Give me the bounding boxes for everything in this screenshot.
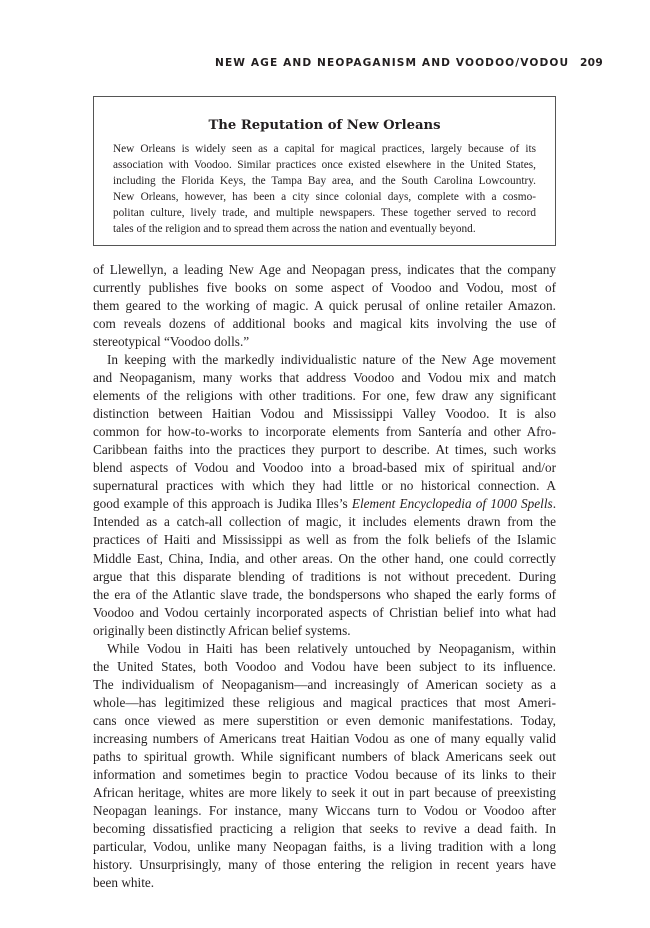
body-line: history. Unsurprisingly, many of those entering the religion in recent years have xyxy=(93,857,556,873)
body-line: supernatural practices with which they had little or no historical connection. A xyxy=(93,478,556,494)
body-line: common for how-to-works to incorporate elements from Santería and other Afro- xyxy=(93,424,556,440)
running-head-title: NEW AGE AND NEOPAGANISM AND VOODOO/VODOU xyxy=(215,57,570,69)
body-line: African heritage, whites are more likely to seek it out in part because of preexisting xyxy=(93,784,556,800)
body-line: paths to spiritual growth. While significant numbers of black Americans seek out xyxy=(93,748,556,764)
sidebar-line: including the Florida Keys, the Tampa Bay area, and the South Carolina Lowcountry. xyxy=(113,175,536,188)
body-line: and Neopaganism, many works that address Voodoo and Vodou mix and match xyxy=(93,370,556,386)
body-line: argue that this disparate blending of traditions is not without precedent. During xyxy=(93,568,556,584)
body-line: com reveals dozens of additional books and magical kits involving the use of xyxy=(93,316,556,332)
body-line: While Vodou in Haiti has been relatively untouched by Neopaganism, within xyxy=(107,640,556,656)
body-line: becoming dissatisfied practicing a religion that seeks to revive a dead faith. In xyxy=(93,820,556,836)
body-line: particular, Vodou, unlike many Neopagan faiths, is a living tradition with a long xyxy=(93,839,556,854)
body-text xyxy=(93,261,556,892)
body-line: currently publishes five books on some aspect of Voodoo and Vodou, most of xyxy=(93,280,556,296)
body-line: The individualism of Neopaganism—and increasingly of American society as a xyxy=(93,676,556,692)
sidebar-title: The Reputation of New Orleans xyxy=(208,118,441,133)
book-title-end: . xyxy=(552,496,556,512)
body-line: the United States, both Voodoo and Vodou have been subject to its influence. xyxy=(93,658,556,674)
body-line: Intended as a catch-all collection of magic, it includes elements drawn from the xyxy=(93,514,556,530)
sidebar-line: tales of the religion and to spread them across the nation and eventually beyond. xyxy=(113,223,476,236)
body-line: whole—has legitimized these religious and magical practices that most Ameri- xyxy=(93,694,556,710)
running-head xyxy=(93,55,603,71)
body-line: originally been distinctly African belief systems. xyxy=(93,622,351,638)
book-page xyxy=(93,0,603,928)
body-line: practices of Haiti and Mississippi as well as from the folk beliefs of the Islamic xyxy=(93,532,556,548)
body-line: of Llewellyn, a leading New Age and Neopagan press, indicates that the company xyxy=(93,262,556,277)
body-line: Middle East, China, India, and other areas. On the other hand, one could correctly xyxy=(93,550,556,566)
sidebar-line: association with Voodoo. Similar practices once existed elsewhere in the United States, xyxy=(113,159,536,172)
body-line: elements of the religions with other traditions. For one, few draw any significant xyxy=(93,388,556,404)
body-line: information and sometimes begin to practice Vodou because of its links to their xyxy=(93,766,556,782)
book-title: Element Encyclopedia of 1000 Spells xyxy=(351,496,553,512)
body-line: them geared to the working of magic. A quick perusal of online retailer Amazon. xyxy=(93,298,556,314)
sidebar-text xyxy=(113,141,536,238)
sidebar-line: politan culture, lively trade, and multiple newspapers. These together served to record xyxy=(113,207,536,220)
sidebar-box xyxy=(93,96,556,246)
body-line: Voodoo and Vodou certainly incorporated aspects of Christian belief into what had xyxy=(93,604,556,620)
body-line: distinction between Haitian Vodou and Mississippi Valley Voodoo. It is also xyxy=(93,406,556,422)
body-line: In keeping with the markedly individualistic nature of the New Age movement xyxy=(107,352,556,368)
page-number: 209 xyxy=(579,57,603,69)
body-line: Neopagan leanings. For instance, many Wiccans turn to Vodou or Voodoo after xyxy=(93,802,556,818)
body-line: blend aspects of Vodou and Voodoo into a broad-based mix of spiritual and/or xyxy=(93,460,556,476)
sidebar-line: New Orleans is widely seen as a capital for magical practices, largely because of its xyxy=(113,143,536,155)
body-line-text: good example of this approach is Judika Illes’s xyxy=(93,496,352,512)
body-line: the era of the Atlantic slave trade, the bondspersons who shaped the early forms of xyxy=(93,586,556,602)
body-line: increasing numbers of Americans treat Haitian Vodou as one of many equally valid xyxy=(93,730,556,746)
body-line: been white. xyxy=(93,875,155,891)
body-line-with-title xyxy=(93,495,556,513)
body-line: Caribbean faiths into the practices they purport to describe. At times, such works xyxy=(93,442,556,458)
sidebar-line: New Orleans, however, has been a city since colonial days, complete with a cosmo- xyxy=(113,191,536,204)
body-line: stereotypical “Voodoo dolls.” xyxy=(93,334,250,350)
body-line: cans once viewed as mere superstition or even demonic manifestations. Today, xyxy=(93,712,556,728)
